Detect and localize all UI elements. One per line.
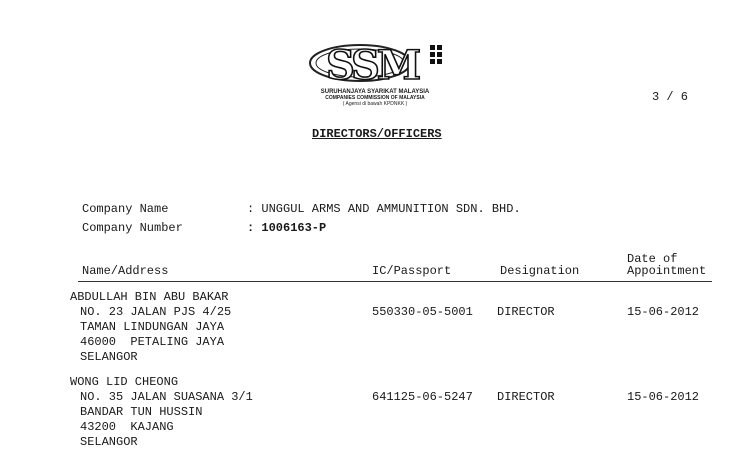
company-number-label: Company Number [82, 221, 183, 235]
ic-passport: 550330-05-5001 [372, 305, 473, 319]
address-line: TAMAN LINDUNGAN JAYA [80, 320, 225, 334]
designation: DIRECTOR [497, 305, 555, 319]
header-name-address: Name/Address [82, 264, 169, 278]
address-line: SELANGOR [80, 435, 138, 449]
designation: DIRECTOR [497, 390, 555, 404]
company-name-label: Company Name [82, 202, 169, 216]
header-designation: Designation [500, 264, 580, 278]
appointment-date: 15-06-2012 [627, 390, 700, 404]
director-name: ABDULLAH BIN ABU BAKAR [70, 290, 229, 304]
address-line: NO. 23 JALAN PJS 4/25 [80, 305, 232, 319]
director-name: WONG LID CHEONG [70, 375, 179, 389]
org-agency: ( Agensi di bawah KPDNKK ) [342, 101, 408, 107]
org-name-en: COMPANIES COMMISSION OF MALAYSIA [325, 95, 425, 101]
appointment-date: 15-06-2012 [627, 305, 700, 319]
header-date-line1: Date of [627, 252, 678, 266]
address-line: 46000 PETALING JAYA [80, 335, 225, 349]
page-title: DIRECTORS/OFFICERS [312, 127, 442, 141]
header-rule [78, 281, 712, 282]
address-line: NO. 35 JALAN SUASANA 3/1 [80, 390, 253, 404]
address-line: 43200 KAJANG [80, 420, 174, 434]
page-indicator: 3 / 6 [652, 90, 689, 104]
address-line: BANDAR TUN HUSSIN [80, 405, 203, 419]
ic-passport: 641125-06-5247 [372, 390, 473, 404]
logo-lettering: SSM [326, 42, 419, 89]
header-ic: IC/Passport [372, 264, 452, 278]
header-date-line2: Appointment [627, 264, 707, 278]
ssm-logo [308, 37, 448, 97]
company-number-value: : 1006163-P [247, 221, 327, 235]
address-line: SELANGOR [80, 350, 138, 364]
company-name-value: : UNGGUL ARMS AND AMMUNITION SDN. BHD. [247, 202, 521, 216]
org-name-ms: SURUHANJAYA SYARIKAT MALAYSIA [320, 89, 430, 95]
